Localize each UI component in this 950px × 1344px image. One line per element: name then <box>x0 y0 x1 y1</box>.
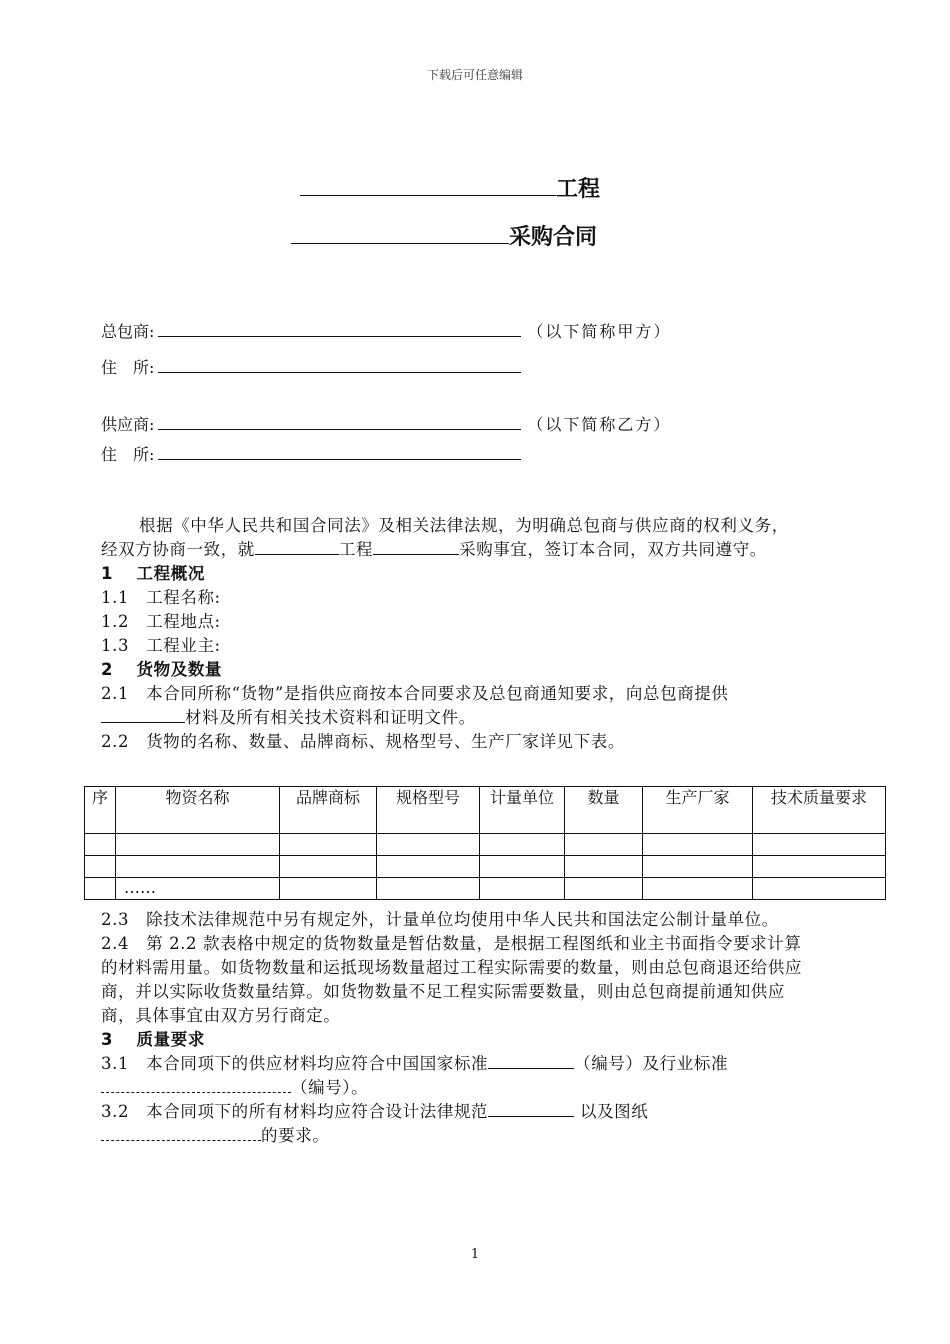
supplier-blank <box>158 413 521 430</box>
col-spec: 规格型号 <box>377 787 480 834</box>
contractor-suffix: （以下简称甲方） <box>527 322 672 341</box>
title-blank-2 <box>291 221 509 244</box>
item-2-1: 2.1 本合同所称“货物”是指供应商按本合同要求及总包商通知要求，向总包商提供材料及所有相关技术资料和证明文件。 <box>101 684 729 727</box>
supplier-address-label: 住 所: <box>101 445 155 464</box>
item-1-2: 1.2 工程地点: <box>101 612 221 631</box>
contractor-blank <box>158 320 521 337</box>
contractor-address-row <box>101 356 521 379</box>
preamble: 根据《中华人民共和国合同法》及相关法律法规，为明确总包商与供应商的权利义务，经双方协商一致，就 工程 采购事宜，签订本合同，双方共同遵守。 <box>101 516 789 559</box>
col-quality: 技术质量要求 <box>753 787 886 834</box>
item-3-2: 3.2 本合同项下的所有材料均应符合设计法律规范 以及图纸的要求。 <box>101 1102 649 1145</box>
contractor-label: 总包商: <box>101 322 155 341</box>
contractor-address-label: 住 所: <box>101 358 155 377</box>
table-row <box>85 834 886 856</box>
goods-table <box>84 786 886 900</box>
supplier-suffix: （以下简称乙方） <box>527 415 672 434</box>
supplier-address-row <box>101 443 521 466</box>
supplier-row <box>101 413 671 436</box>
col-brand: 品牌商标 <box>280 787 377 834</box>
table-row <box>85 856 886 878</box>
section-1-heading: 1 工程概况 <box>101 564 205 583</box>
title-blank-1 <box>300 173 556 196</box>
table-header-row <box>85 787 886 834</box>
item-2-3: 2.3 除技术法律规范中另有规定外，计量单位均使用中华人民共和国法定公制计量单位。 <box>101 910 779 929</box>
col-maker: 生产厂家 <box>643 787 753 834</box>
col-seq: 序 <box>85 787 116 834</box>
title-project <box>300 172 600 203</box>
page-number: 1 <box>470 1247 480 1262</box>
col-qty: 数量 <box>565 787 643 834</box>
item-1-3: 1.3 工程业主: <box>101 636 221 655</box>
contractor-address-blank <box>158 356 521 373</box>
col-name: 物资名称 <box>116 787 280 834</box>
contract-body-lower <box>101 908 805 1148</box>
title-contract <box>291 220 597 251</box>
title-line2: 采购合同 <box>509 225 598 250</box>
supplier-address-blank <box>158 443 521 460</box>
contractor-row <box>101 320 671 343</box>
supplier-label: 供应商: <box>101 415 155 434</box>
item-2-4: 2.4 第 2.2 款表格中规定的货物数量是暂估数量，是根据工程图纸和业主书面指令要求计算的材料需用量。如货物数量和运抵现场数量超过工程实际需要的数量，则由总包商退还给供应商，并以实际收货数量结算。如货物数量不足工程实际需要数量，则由总包商提前通知供应商，具体事宜由双方另行商定。 <box>101 934 803 1025</box>
section-2-heading: 2 货物及数量 <box>101 660 223 679</box>
col-unit: 计量单位 <box>480 787 565 834</box>
section-3-heading: 3 质量要求 <box>101 1030 205 1049</box>
title-line1: 工程 <box>556 177 601 202</box>
table-ellipsis: …… <box>116 878 280 900</box>
table-row <box>85 878 886 900</box>
item-1-1: 1.1 工程名称: <box>101 588 221 607</box>
contract-body-upper <box>101 514 805 754</box>
item-3-1: 3.1 本合同项下的供应材料均应符合中国国家标准 （编号）及行业标准（编号）。 <box>101 1054 729 1097</box>
item-2-2: 2.2 货物的名称、数量、品牌商标、规格型号、生产厂家详见下表。 <box>101 732 625 751</box>
header-note: 下载后可任意编辑 <box>426 68 523 82</box>
